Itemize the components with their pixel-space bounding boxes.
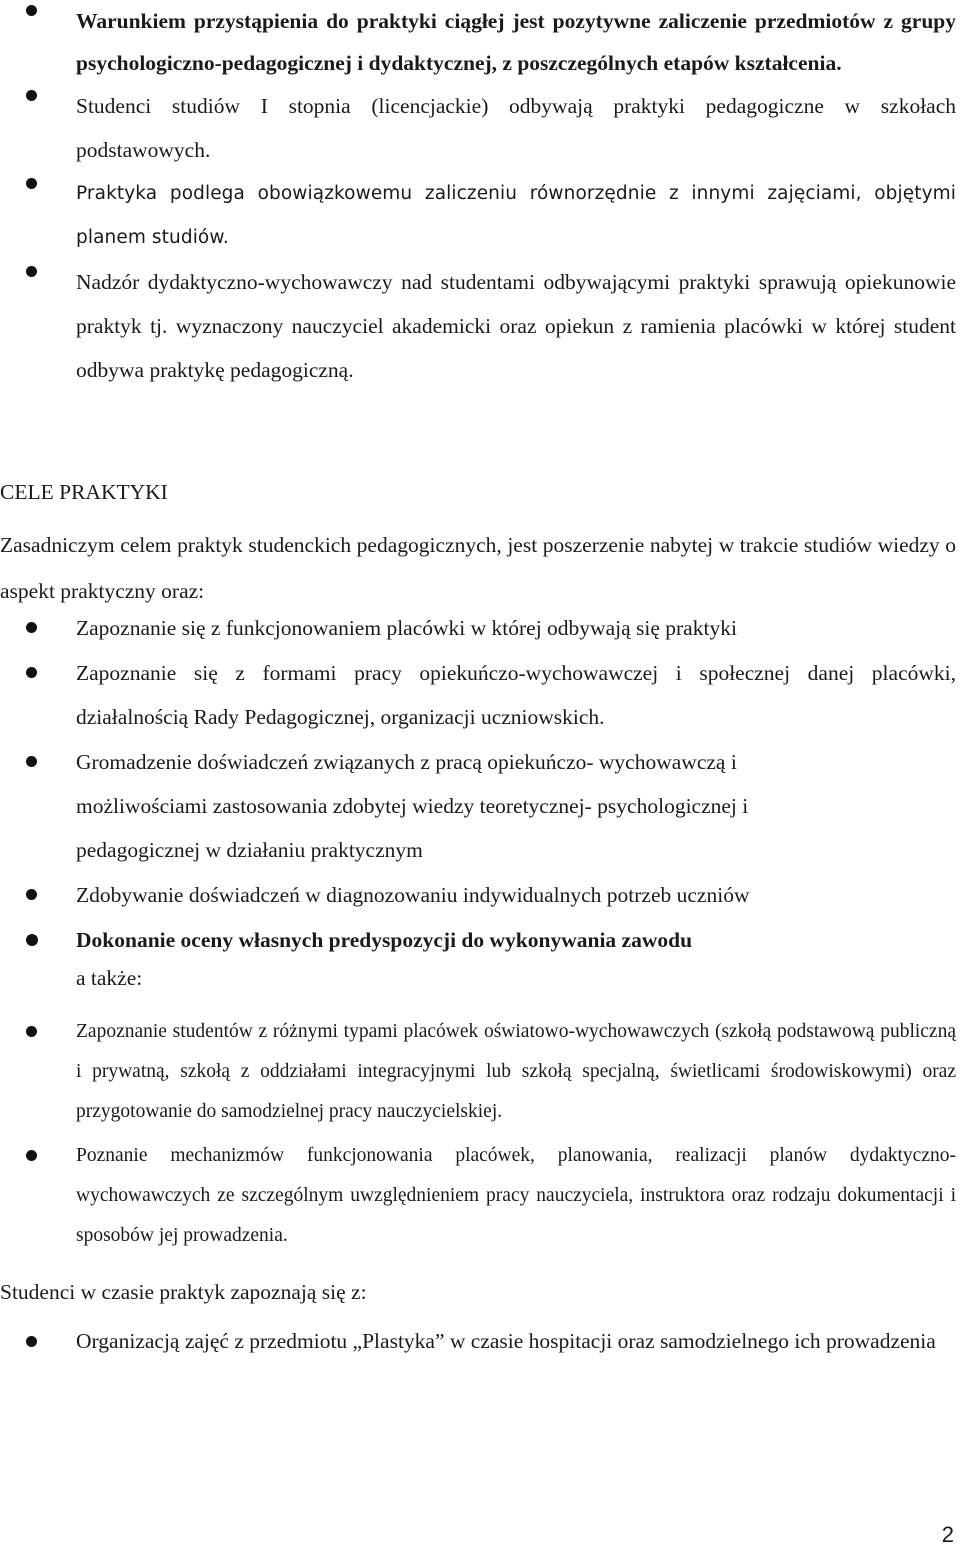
bullet-icon <box>26 622 37 633</box>
list-item-text: Dokonanie oceny własnych predyspozycji do wykonywania zawodu <box>76 928 693 952</box>
list-item-text: Studenci studiów I stopnia (licencjackie) odbywają praktyki pedagogiczne w szkołach podstawowych. <box>76 94 956 162</box>
list-item <box>0 606 960 650</box>
list-item-text: Organizacją zajęć z przedmiotu „Plastyka” w czasie hospitacji oraz samodzielnego ich prowadzenia <box>76 1329 936 1353</box>
list-item-text: Praktyka podlega obowiązkowemu zaliczeniu równorzędnie z innymi zajęciami, objętymi planem studiów. <box>76 183 956 248</box>
list-item-text: Zapoznanie studentów z różnymi typami placówek oświatowo-wychowawczych (szkołą podstawową publiczną i prywatną, szkołą z oddziałami integracyjnymi lub szkołą specjalną, świetlicami środowiskowymi) oraz przygotowanie do samodzielnej pracy nauczycielskiej. <box>76 1021 956 1122</box>
also-label: a także: <box>76 966 143 990</box>
bullet-icon <box>26 90 37 101</box>
bullet-icon <box>26 1336 37 1347</box>
list-item <box>0 172 960 260</box>
bullet-icon <box>26 1026 37 1037</box>
list-item <box>0 1136 960 1256</box>
additional-goals-list <box>0 1012 960 1260</box>
list-item <box>0 84 960 172</box>
section-heading: CELE PRAKTYKI <box>0 480 168 504</box>
bullet-icon <box>26 667 37 678</box>
students-list <box>0 1319 960 1363</box>
list-item-text: Warunkiem przystąpienia do praktyki ciągłej jest pozytywne zaliczenie przedmiotów z grupy psychologiczno-pedagogicznej i dydaktycznej, z poszczególnych etapów kształcenia. <box>76 9 956 75</box>
list-item <box>0 0 960 84</box>
bullet-icon <box>26 5 37 16</box>
bullet-icon <box>26 889 37 900</box>
list-item-text: Gromadzenie doświadczeń związanych z pracą opiekuńczo- wychowawczą i możliwościami zastosowania zdobytej wiedzy teoretycznej- psychologicznej i pedagogicznej w działaniu praktycznym <box>76 750 749 862</box>
list-item <box>0 918 960 962</box>
students-intro: Studenci w czasie praktyk zapoznają się z: <box>0 1280 367 1304</box>
list-item-text: Nadzór dydaktyczno-wychowawczy nad studentami odbywającymi praktyki sprawują opiekunowie praktyk tj. wyznaczony nauczyciel akademicki oraz opiekun z ramienia placówki w której student odbywa praktykę pedagogiczną. <box>76 270 956 382</box>
list-item <box>0 1319 960 1363</box>
goals-list <box>0 606 960 963</box>
section-intro: Zasadniczym celem praktyk studenckich pedagogicznych, jest poszerzenie nabytej w trakcie studiów wiedzy o aspekt praktyczny oraz: <box>0 533 956 603</box>
page-number: 2 <box>941 1522 954 1547</box>
list-item-text: Zapoznanie się z formami pracy opiekuńczo-wychowawczej i społecznej danej placówki, działalnością Rady Pedagogicznej, organizacji uczniowskich. <box>76 661 956 729</box>
list-item <box>0 260 960 392</box>
bullet-icon <box>26 756 37 767</box>
requirements-list <box>0 0 960 392</box>
bullet-icon <box>26 1150 37 1161</box>
bullet-icon <box>26 934 38 946</box>
list-item-text: Zapoznanie się z funkcjonowaniem placówki w której odbywają się praktyki <box>76 616 737 640</box>
list-item <box>0 1012 960 1132</box>
list-item <box>0 740 960 872</box>
list-item-text: Zdobywanie doświadczeń w diagnozowaniu indywidualnych potrzeb uczniów <box>76 883 750 907</box>
list-item <box>0 873 960 917</box>
bullet-icon <box>26 178 37 189</box>
bullet-icon <box>26 266 37 277</box>
list-item <box>0 651 960 739</box>
list-item-text: Poznanie mechanizmów funkcjonowania placówek, planowania, realizacji planów dydaktyczno-wychowawczych ze szczególnym uwzględnieniem pracy nauczyciela, instruktora oraz rodzaju dokumentacji i sposobów jej prowadzenia. <box>76 1145 956 1246</box>
